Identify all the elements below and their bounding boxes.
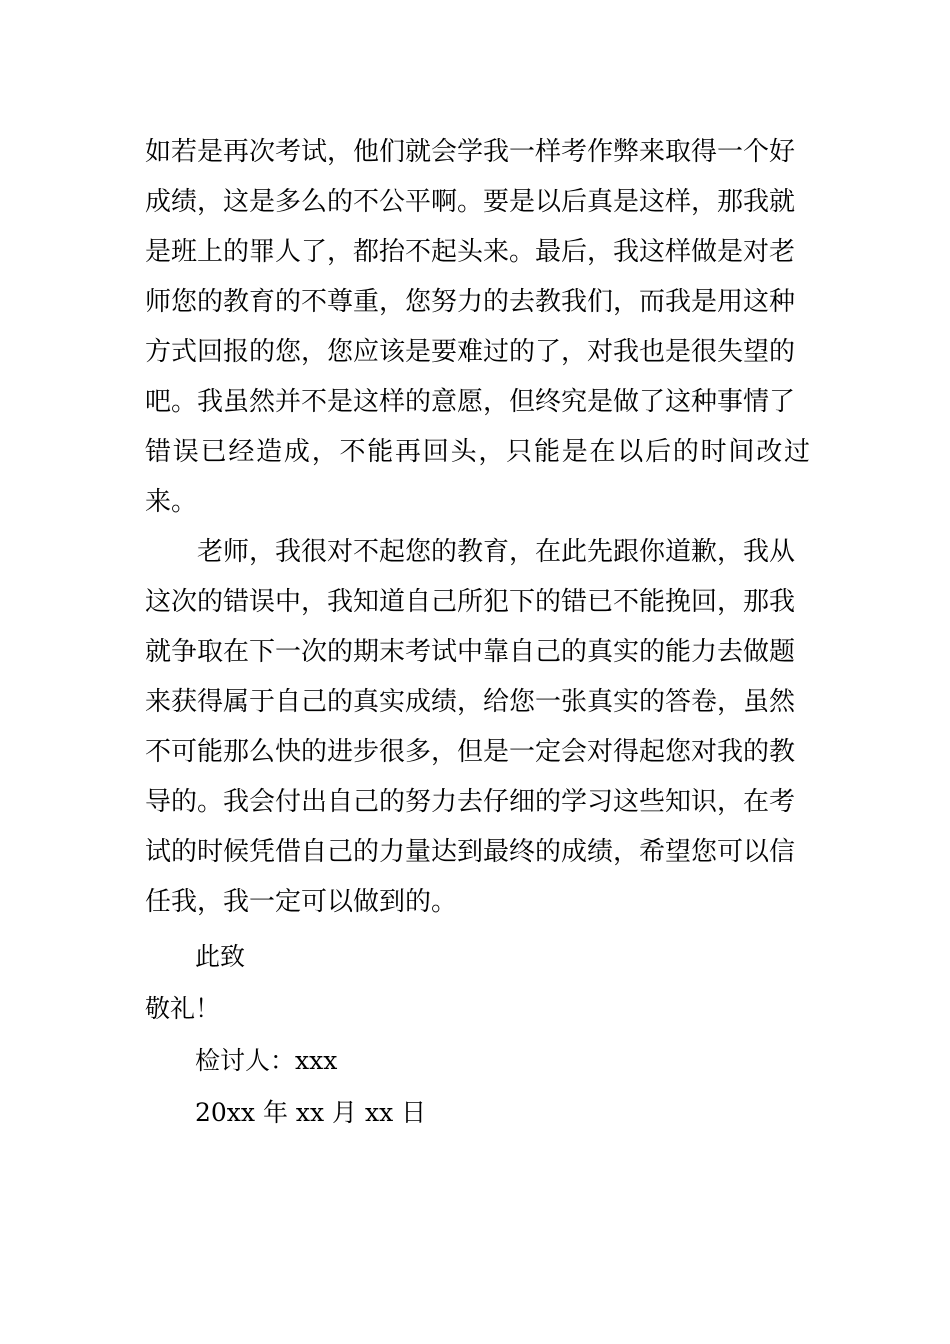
paragraph-line: 就争取在下一次的期末考试中靠自己的真实的能力去做题 (145, 637, 796, 667)
paragraph-line: 这次的错误中，我知道自己所犯下的错已不能挽回，那我 (145, 587, 796, 617)
paragraph-line: 导的。我会付出自己的努力去仔细的学习这些知识，在考 (145, 787, 796, 817)
paragraph-line: 方式回报的您，您应该是要难过的了，对我也是很失望的 (145, 337, 796, 367)
paragraph-line: 吧。我虽然并不是这样的意愿，但终究是做了这种事情了 (145, 387, 796, 417)
paragraph-line: 老师，我很对不起您的教育，在此先跟你道歉，我从 (197, 537, 796, 567)
salutation: 此致 (195, 942, 246, 971)
regards: 敬礼！ (145, 994, 221, 1023)
paragraph-line: 成绩，这是多么的不公平啊。要是以后真是这样，那我就 (145, 187, 796, 217)
signer: 检讨人：xxx (195, 1046, 338, 1075)
paragraph-line: 任我，我一定可以做到的。 (145, 887, 458, 917)
paragraph-line: 不可能那么快的进步很多，但是一定会对得起您对我的教 (145, 737, 796, 767)
paragraph-2 (145, 527, 810, 927)
letter-closing (145, 931, 810, 1139)
date: 20xx 年 xx 月 xx 日 (195, 1098, 427, 1127)
paragraph-line: 是班上的罪人了，都抬不起头来。最后，我这样做是对老 (145, 237, 796, 267)
letter-body (145, 127, 810, 1139)
paragraph-1 (145, 127, 810, 527)
paragraph-line: 来获得属于自己的真实成绩，给您一张真实的答卷，虽然 (145, 687, 796, 717)
paragraph-line: 如若是再次考试，他们就会学我一样考作弊来取得一个好 (145, 137, 796, 167)
paragraph-line: 错误已经造成，不能再回头，只能是在以后的时间改过来。 (145, 437, 810, 517)
paragraph-line: 试的时候凭借自己的力量达到最终的成绩，希望您可以信 (145, 837, 796, 867)
paragraph-line: 师您的教育的不尊重，您努力的去教我们，而我是用这种 (145, 287, 796, 317)
